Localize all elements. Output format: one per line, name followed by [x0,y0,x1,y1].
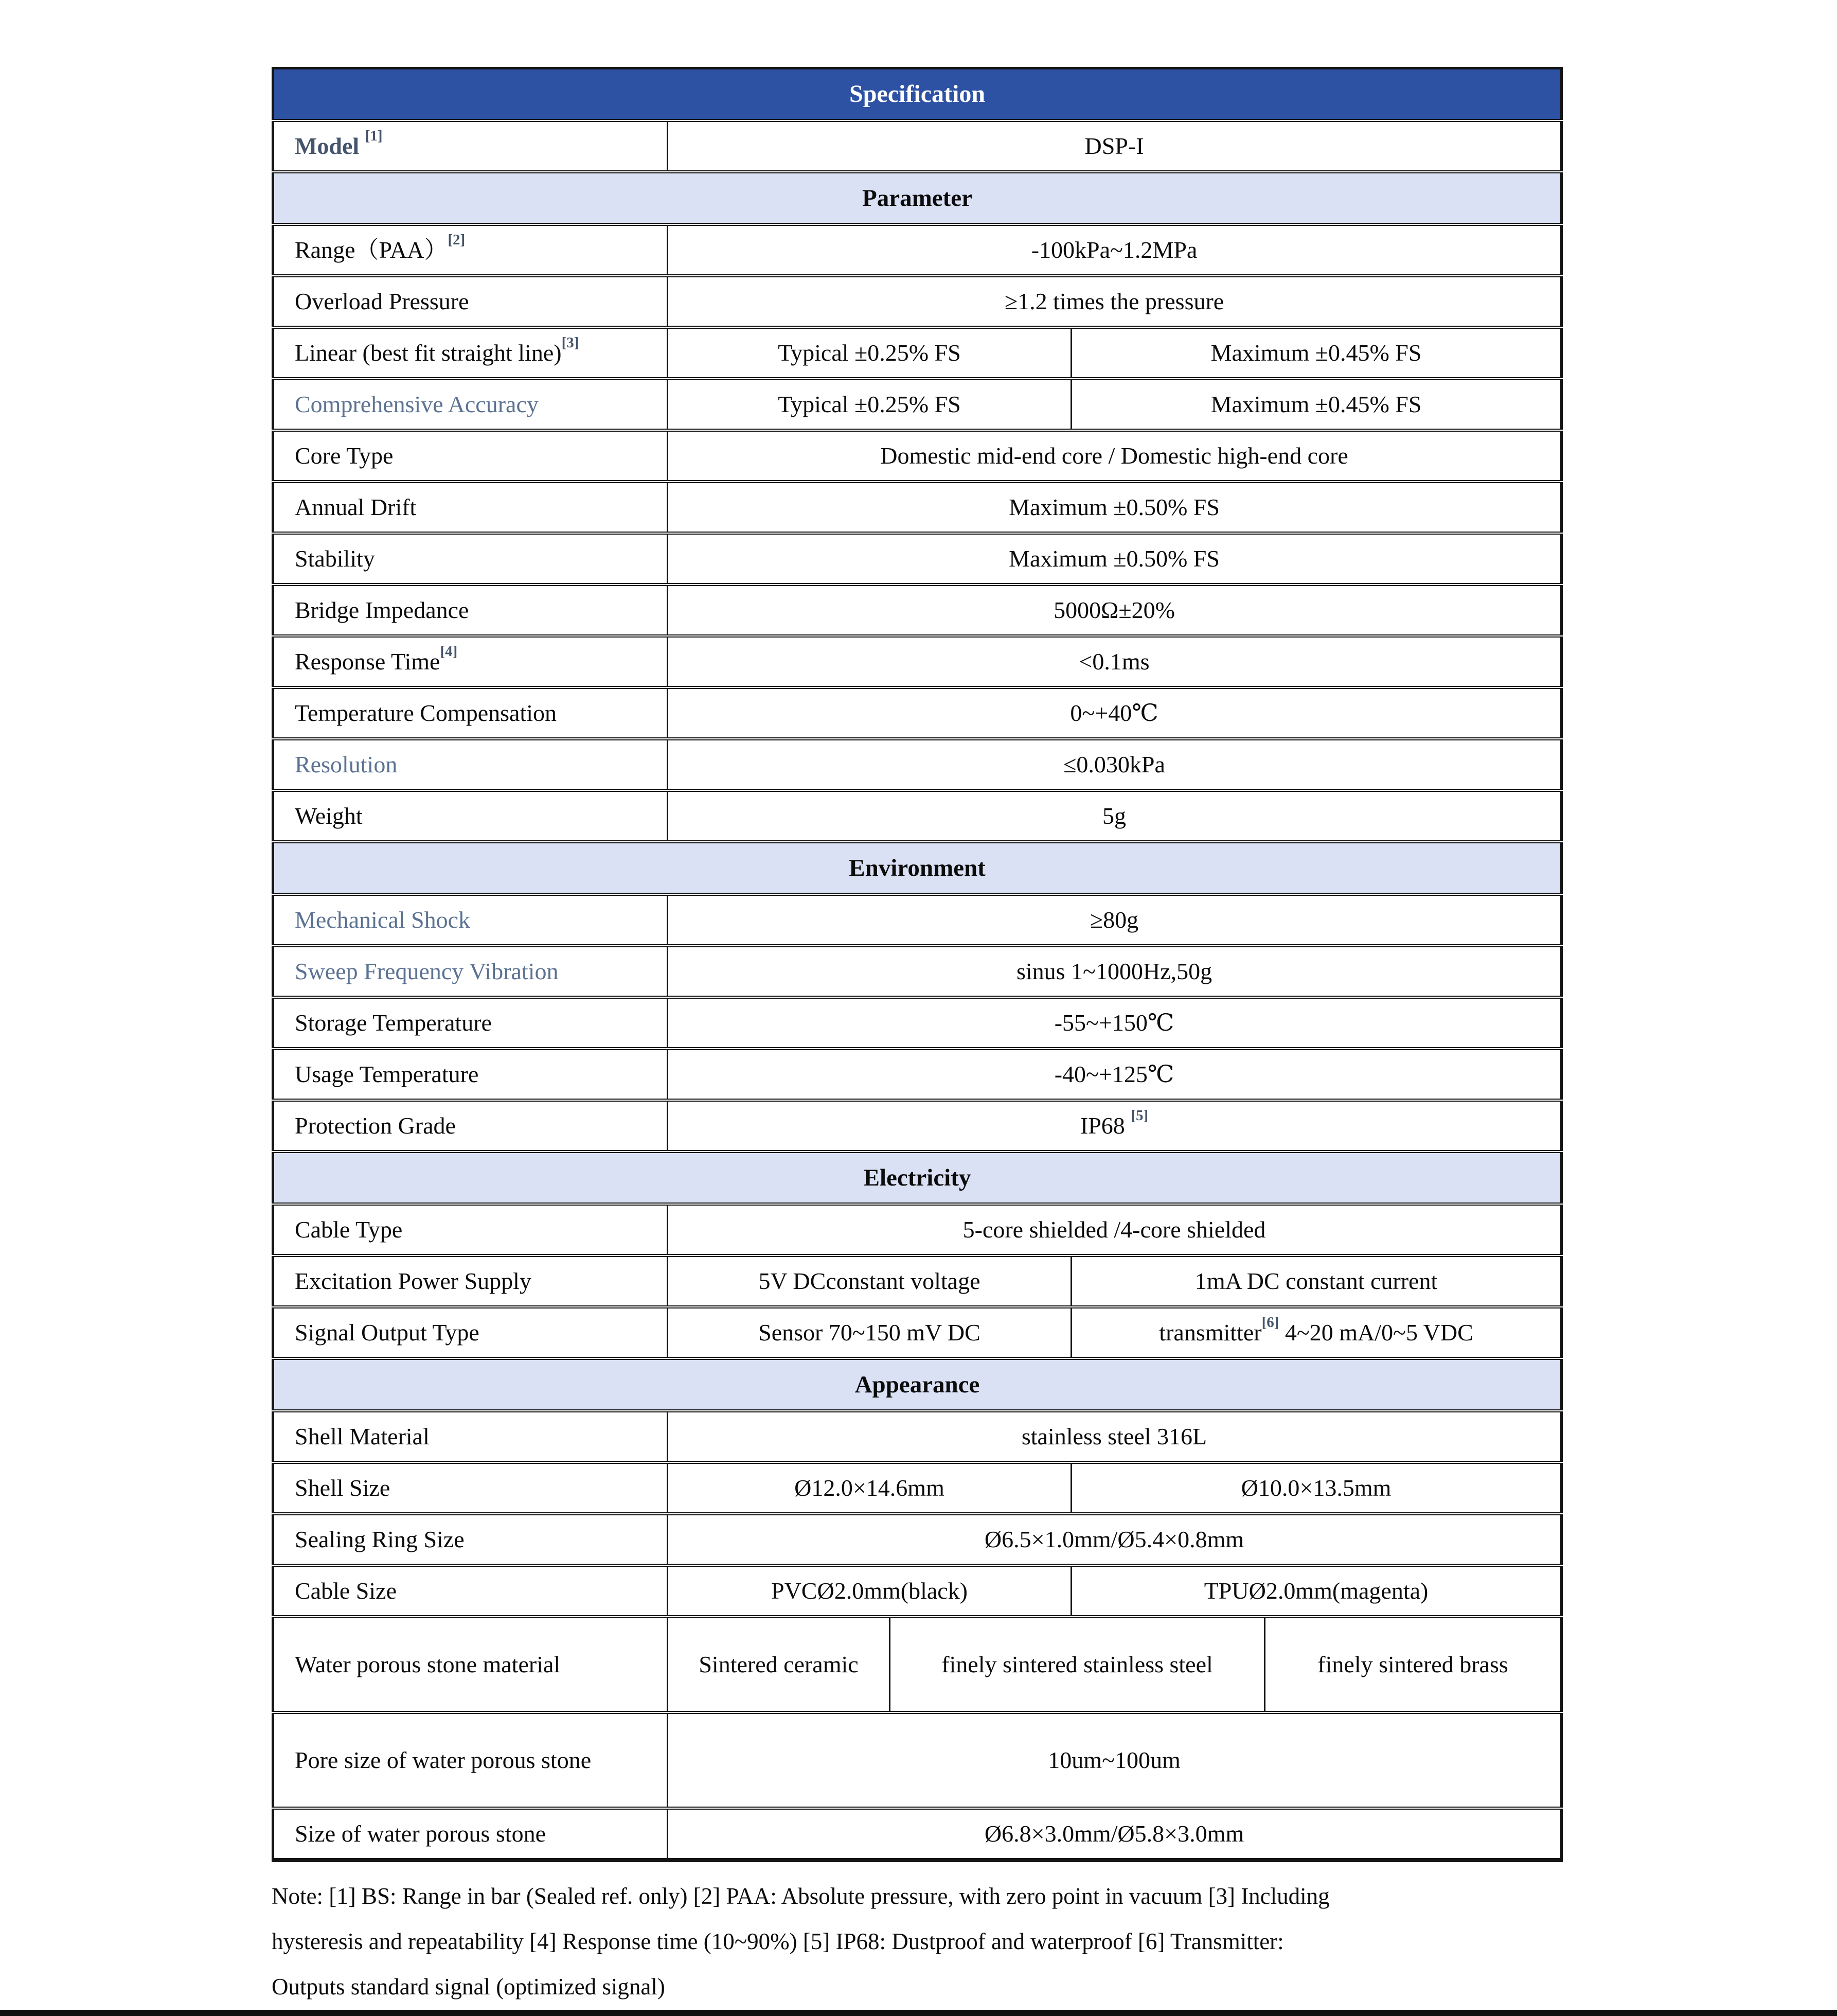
text-segment: IP68 [1080,1112,1131,1139]
spec-row-value [1072,1462,1562,1514]
text-segment: sinus 1~1000Hz,50g [1016,958,1212,984]
spec-row-label [273,1514,668,1565]
spec-row-value [668,1462,1072,1514]
text-segment: Shell Material [295,1423,430,1449]
text-segment: Maximum ±0.50% FS [1009,494,1220,520]
spec-row [273,1712,1562,1808]
spec-row [273,1049,1562,1100]
text-segment: Weight [295,803,363,829]
spec-row [273,790,1562,842]
spec-row-value [668,894,1562,946]
spec-row-label [273,1411,668,1462]
spec-row-label [273,1808,668,1860]
spec-row [273,585,1562,636]
spec-row [273,636,1562,687]
text-segment: ≥80g [1090,907,1139,933]
text-segment: finely sintered brass [1317,1651,1508,1677]
text-segment: Stability [295,545,375,572]
spec-row-value [668,224,1562,276]
spec-row-value [668,585,1562,636]
spec-row-value [668,946,1562,997]
spec-row [273,482,1562,533]
spec-row-value [668,1049,1562,1100]
spec-row-label [273,1100,668,1152]
text-segment: Cable Size [295,1578,397,1604]
spec-row-label [273,482,668,533]
spec-row-value [668,482,1562,533]
spec-row [273,430,1562,482]
text-segment: Range（PAA） [295,237,448,263]
spec-row [273,1100,1562,1152]
spec-row-label [273,1712,668,1808]
spec-row [273,894,1562,946]
text-segment: 5000Ω±20% [1054,597,1175,623]
spec-row [273,1255,1562,1307]
spec-row [273,1617,1562,1712]
text-segment: Excitation Power Supply [295,1268,531,1294]
text-segment: Sensor 70~150 mV DC [758,1319,980,1346]
spec-row-value [668,379,1072,430]
text-segment: Sintered ceramic [699,1651,859,1677]
text-segment: Shell Size [295,1475,390,1501]
spec-row-label [273,1565,668,1617]
section-header [273,1358,1562,1411]
footnote-ref-sup: [6] [1261,1314,1279,1331]
spec-table-body [273,68,1562,1861]
screenshot-bottom-edge-bar [0,2010,1837,2016]
spec-row [273,1307,1562,1358]
spec-row-value [668,636,1562,687]
footnote-ref-sup: [2] [448,232,466,248]
section-header-row [273,172,1562,224]
text-segment: Linear (best fit straight line) [295,340,562,366]
section-header [273,172,1562,224]
spec-row-label [273,1255,668,1307]
spec-row-value [668,1808,1562,1860]
spec-row-value [668,1565,1072,1617]
spec-row [273,946,1562,997]
spec-row-label [273,585,668,636]
spec-row-label [273,894,668,946]
spec-row-value [668,739,1562,790]
spec-row-value [668,1514,1562,1565]
table-title-row [273,68,1562,121]
text-segment: -100kPa~1.2MPa [1031,237,1198,263]
text-segment: Comprehensive Accuracy [295,391,539,417]
spec-row-label [273,533,668,585]
text-segment: Ø6.8×3.0mm/Ø5.8×3.0mm [984,1820,1244,1847]
spec-row-label [273,1307,668,1358]
spec-row-label [273,276,668,327]
text-segment: Maximum ±0.45% FS [1210,340,1422,366]
text-segment: Storage Temperature [295,1010,492,1036]
spec-row [273,1808,1562,1860]
text-segment: 4~20 mA/0~5 VDC [1279,1319,1473,1346]
spec-row [273,379,1562,430]
text-segment: Bridge Impedance [295,597,469,623]
spec-row-value [668,533,1562,585]
text-segment: TPUØ2.0mm(magenta) [1204,1578,1429,1604]
text-segment: Resolution [295,751,398,777]
spec-row [273,120,1562,172]
spec-row-value [668,1617,890,1712]
text-segment: Sweep Frequency Vibration [295,958,559,984]
text-segment: Core Type [295,443,394,469]
text-segment: ≤0.030kPa [1063,751,1165,777]
spec-row [273,1204,1562,1255]
spec-row-value [1072,1565,1562,1617]
text-segment: Protection Grade [295,1112,456,1139]
section-header [273,842,1562,894]
text-segment: Environment [849,855,986,881]
spec-row-value [668,1255,1072,1307]
spec-row [273,533,1562,585]
text-segment: ≥1.2 times the pressure [1004,288,1224,314]
spec-row-value [668,1712,1562,1808]
text-segment: Annual Drift [295,494,417,520]
text-segment: Mechanical Shock [295,907,471,933]
text-segment: finely sintered stainless steel [941,1651,1213,1677]
spec-row-value [668,1204,1562,1255]
spec-row-value [668,1411,1562,1462]
spec-row-label [273,379,668,430]
spec-row-value [668,1307,1072,1358]
text-segment: Overload Pressure [295,288,469,314]
section-header-row [273,1152,1562,1204]
section-header [273,1152,1562,1204]
spec-row [273,276,1562,327]
spec-row-value [668,1100,1562,1152]
spec-row-label [273,739,668,790]
spec-row-value [1072,327,1562,379]
text-segment: Model [295,133,365,159]
text-segment: stainless steel 316L [1021,1423,1207,1449]
spec-row-label [273,946,668,997]
footnote-line: Note: [1] BS: Range in bar (Sealed ref. only) [2] PAA: Absolute pressure, with zero point in vacuum [3] Including [272,1883,1330,1909]
spec-row-value [668,687,1562,739]
spec-row-value [1072,379,1562,430]
spec-row-label [273,327,668,379]
text-segment: Sealing Ring Size [295,1526,465,1552]
spec-row-label [273,1617,668,1712]
text-segment: Electricity [863,1164,971,1191]
spec-row [273,687,1562,739]
text-segment: Maximum ±0.45% FS [1210,391,1422,417]
text-segment: Typical ±0.25% FS [778,340,961,366]
spec-row-label [273,997,668,1049]
spec-row-label [273,1204,668,1255]
spec-row-label [273,1462,668,1514]
spec-row-label [273,224,668,276]
text-segment: Cable Type [295,1216,403,1243]
footnote-ref-sup: [3] [561,334,579,351]
spec-row-value [890,1617,1265,1712]
text-segment: Specification [849,80,986,108]
text-segment: PVCØ2.0mm(black) [771,1578,968,1604]
spec-row-value [1265,1617,1562,1712]
text-segment: Water porous stone material [295,1651,561,1677]
spec-row-value [1072,1255,1562,1307]
spec-row [273,997,1562,1049]
spec-row-label [273,790,668,842]
spec-row-value [668,120,1562,172]
text-segment: Maximum ±0.50% FS [1009,545,1220,572]
spec-row-label [273,636,668,687]
spec-row-label [273,687,668,739]
spec-row-label [273,430,668,482]
text-segment: 0~+40℃ [1070,700,1158,726]
text-segment: Response Time [295,648,440,675]
text-segment: Ø12.0×14.6mm [794,1475,944,1501]
text-segment: Parameter [862,185,972,211]
text-segment: Pore size of water porous stone [295,1747,592,1773]
section-header-row [273,1358,1562,1411]
spec-row [273,739,1562,790]
text-segment: <0.1ms [1079,648,1150,675]
text-segment: Size of water porous stone [295,1820,546,1847]
text-segment: 5-core shielded /4-core shielded [962,1216,1266,1243]
text-segment: Typical ±0.25% FS [778,391,961,417]
text-segment: 1mA DC constant current [1194,1268,1438,1294]
spec-row [273,1411,1562,1462]
footnote-line: hysteresis and repeatability [4] Response time (10~90%) [5] IP68: Dustproof and waterproof [6] Transmitter: [272,1929,1284,1954]
section-header-row [273,842,1562,894]
spec-row-value [668,327,1072,379]
spec-row-label [273,1049,668,1100]
spec-table [272,67,1563,1862]
spec-row [273,224,1562,276]
text-segment: Temperature Compensation [295,700,557,726]
footnote-line: Outputs standard signal (optimized signal) [272,1974,665,2000]
footnote-ref-sup: [5] [1131,1107,1149,1124]
text-segment: Appearance [854,1371,980,1398]
text-segment: Usage Temperature [295,1061,479,1087]
text-segment: 5V DCconstant voltage [758,1268,980,1294]
spec-row [273,327,1562,379]
spec-row [273,1565,1562,1617]
spec-row-value [668,997,1562,1049]
text-segment: Domestic mid-end core / Domestic high-end core [880,443,1348,469]
spec-row-value [668,790,1562,842]
footnote-ref-sup: [4] [440,643,458,660]
table-title [273,68,1562,121]
text-segment: -40~+125℃ [1054,1061,1174,1087]
spec-document [272,67,1560,2009]
text-segment: Ø6.5×1.0mm/Ø5.4×0.8mm [984,1526,1244,1552]
spec-row-label [273,120,668,172]
spec-row [273,1514,1562,1565]
spec-row-value [668,430,1562,482]
footnote-ref-sup: [1] [365,128,383,144]
text-segment: 5g [1102,803,1127,829]
text-segment: transmitter [1159,1319,1262,1346]
text-segment: DSP-I [1084,133,1144,159]
text-segment: Ø10.0×13.5mm [1241,1475,1392,1501]
text-segment: Signal Output Type [295,1319,479,1346]
spec-row-value [1072,1307,1562,1358]
text-segment: 10um~100um [1048,1747,1181,1773]
spec-row-value [668,276,1562,327]
footnote [272,1873,1547,2009]
spec-row [273,1462,1562,1514]
text-segment: -55~+150℃ [1054,1010,1174,1036]
